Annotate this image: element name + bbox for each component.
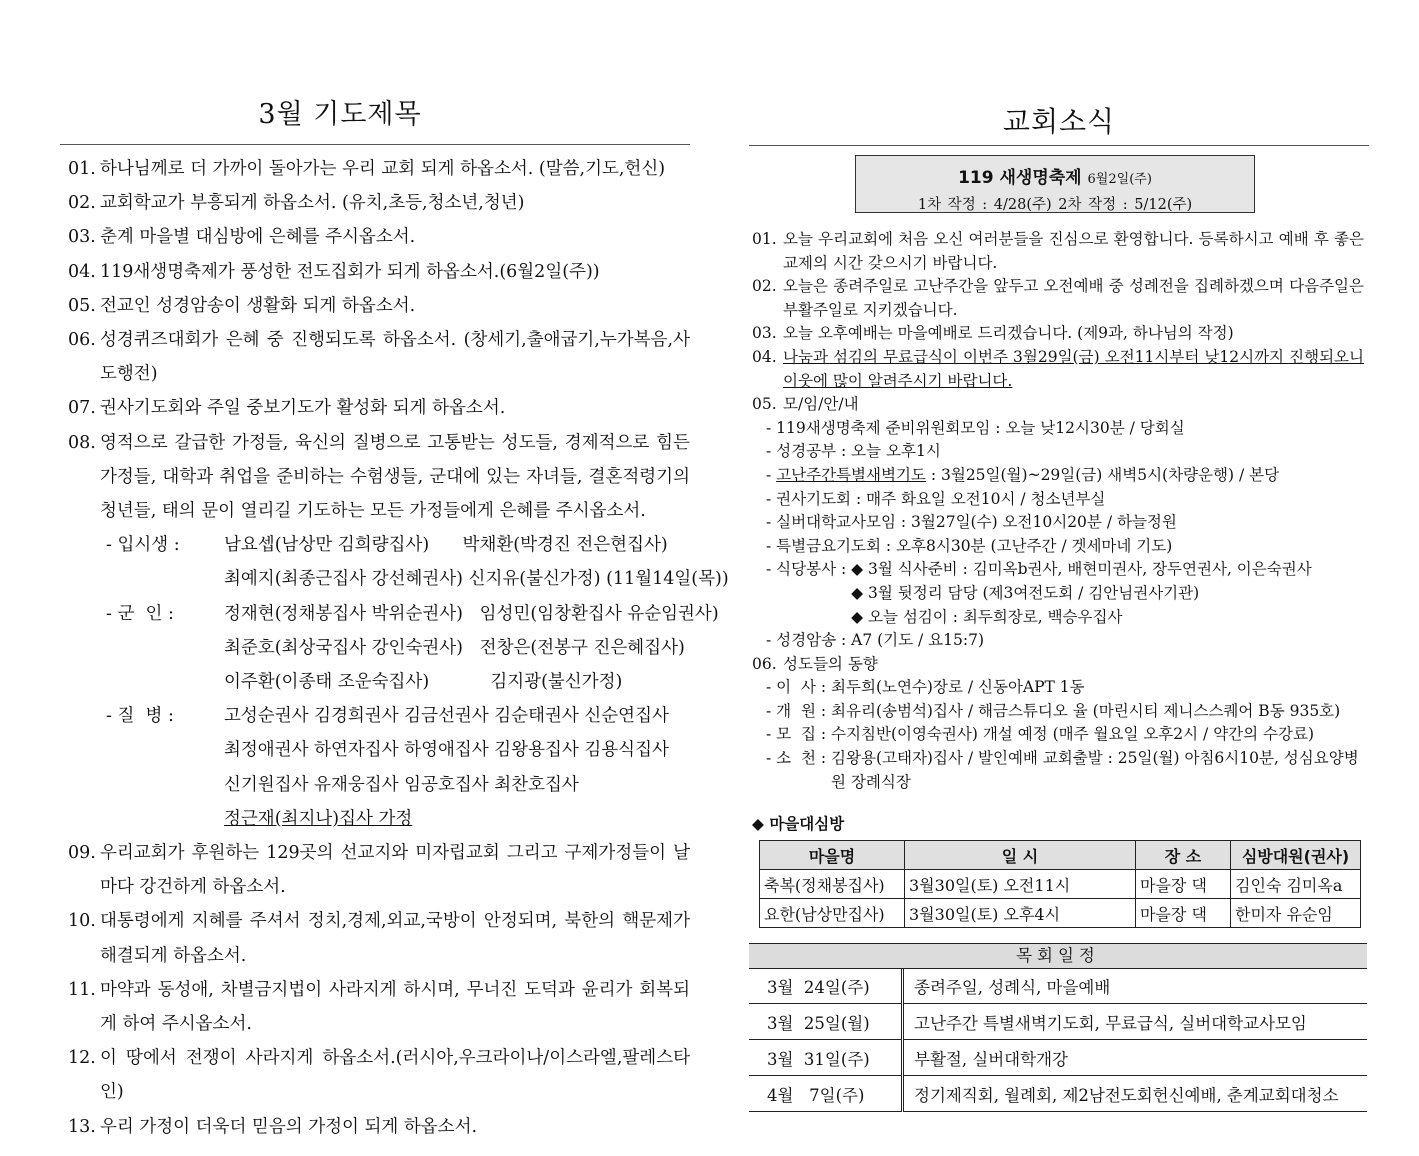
- village-visit-title: ◆ 마을대심방: [752, 815, 845, 833]
- item-number: 01.: [752, 230, 777, 248]
- schedule-event: 종려주일, 성례식, 마을예배: [903, 968, 1368, 1004]
- meeting-line: - 성경공부 : 오늘 오후1시: [766, 442, 941, 461]
- list-item: [752, 275, 1364, 322]
- list-item: [68, 391, 690, 425]
- table-row: [749, 1004, 1367, 1040]
- member-news: [752, 723, 1364, 747]
- item-text: 우리교회가 후원하는 129곳의 선교지와 미자립교회 그리고 구제가정들이 날마다 강건하게 하옵소서.: [100, 843, 690, 898]
- list-item: [68, 973, 690, 1041]
- list-item: [752, 228, 1364, 275]
- column-header: 장 소: [1136, 841, 1231, 870]
- kitchen-item: ◆ 오늘 섬김이 : 최두희장로, 백승우집사: [851, 607, 1123, 626]
- list-item: [752, 346, 1364, 393]
- item-number: 06.: [752, 654, 777, 673]
- schedule-table: [749, 968, 1367, 1112]
- news-list: [752, 228, 1364, 794]
- schedule-date: 3월 24일(주): [749, 968, 903, 1004]
- item-text: 오늘은 종려주일로 고난주간을 앞두고 오전예배 중 성례전을 집례하겠으며 다음주일은 부활주일로 지키겠습니다.: [783, 277, 1364, 319]
- kitchen-item: ◆ 3월 뒷정리 담당 (제3여전도회 / 김안님권사기관): [851, 583, 1200, 602]
- name-line: 신기원집사 유재웅집사 임공호집사 최찬호집사: [224, 774, 579, 795]
- item-number: 11.: [68, 979, 96, 1000]
- column-header: 일 시: [905, 841, 1136, 870]
- member-news: [752, 747, 1364, 794]
- member-text: 최유리(송범석)집사 / 해금스튜디오 율 (마린시티 제니스스퀘어 B동 935호): [831, 701, 1341, 720]
- list-item: [68, 426, 690, 529]
- list-item: [68, 186, 690, 220]
- table-row: [749, 1076, 1367, 1112]
- item-text: 교회학교가 부흥되게 하옵소서. (유치,초등,청소년,청년): [100, 193, 525, 214]
- item-number: 06.: [68, 330, 96, 351]
- sub-label: - 입시생 :: [106, 535, 180, 556]
- meeting-line: - 권사기도회 : 매주 화요일 오전10시 / 청소년부실: [766, 489, 1106, 508]
- item-number: 04.: [752, 347, 777, 366]
- schedule-date: 3월 31일(주): [749, 1040, 903, 1076]
- name-line: 이주환(이종태 조운숙집사) 김지광(불신가정): [224, 672, 623, 693]
- list-item: [752, 653, 1364, 677]
- sub-label: - 질 병 :: [106, 706, 174, 727]
- schedule-event: 고난주간 특별새벽기도회, 무료급식, 실버대학교사모임: [903, 1004, 1368, 1040]
- column-header: 심방대원(권사): [1231, 841, 1361, 870]
- meeting-line: - 특별금요기도회 : 오후8시30분 (고난주간 / 겟세마네 기도): [766, 536, 1173, 555]
- meeting-line: - 고난주간특별새벽기도 : 3월25일(월)~29일(금) 새벽5시(차량운행) / 본당: [766, 465, 1280, 484]
- list-item: [68, 904, 690, 972]
- member-label: - 모 집 :: [766, 725, 832, 744]
- name-line: 최준호(최상국집사 강인숙권사) 전창은(전봉구 진은혜집사): [224, 637, 685, 658]
- item-text: 권사기도회와 주일 중보기도가 활성화 되게 하옵소서.: [100, 398, 506, 419]
- table-cell: 마을장 댁: [1136, 870, 1231, 899]
- prayer-list: [68, 152, 729, 1144]
- item-text: 대통령에게 지혜를 주셔서 정치,경제,외교,국방이 안정되며, 북한의 핵문제가 해결되게 하옵소서.: [100, 911, 690, 966]
- item-text: 오늘 오후예배는 마을예배로 드리겠습니다. (제9과, 하나님의 작정): [783, 324, 1234, 343]
- member-label: - 개 원 :: [766, 701, 832, 720]
- festival-schedule: 1차 작정 : 4/28(주) 2차 작정 : 5/12(주): [917, 197, 1193, 213]
- meeting-detail: : 3월25일(월)~29일(금) 새벽5시(차량운행) / 본당: [925, 465, 1280, 484]
- item-text: 나눔과 섬김의 무료급식이 이번주 3월29일(금) 오전11시부터 낮12시까지 진행되오니 이웃에 많이 알려주시기 바랍니다.: [783, 347, 1364, 390]
- memorize-line: - 성경암송 : A7 (기도 / 요15:7): [766, 631, 985, 650]
- list-item: [68, 1110, 690, 1144]
- list-item: [68, 323, 690, 391]
- schedule-title: 목회일정: [749, 943, 1367, 969]
- schedule-event: 정기제직회, 월례회, 제2남전도회헌신예배, 춘계교회대청소: [903, 1076, 1368, 1112]
- kitchen-label: - 식당봉사 :: [766, 560, 852, 579]
- festival-name: 119 새생명축제: [958, 168, 1082, 188]
- meeting-line: - 실버대학교사모임 : 3월27일(수) 오전10시20분 / 하늘정원: [766, 513, 1177, 532]
- member-label: - 소 천 :: [766, 749, 832, 768]
- kitchen-item: ◆ 3월 식사준비 : 김미옥b권사, 배현미권사, 장두연권사, 이은숙권사: [851, 560, 1312, 579]
- exam-students: [68, 528, 729, 596]
- name-line: 남요셉(남상만 김희량집사) 박채환(박경진 전은현집사): [224, 535, 668, 556]
- item-text: 오늘 우리교회에 처음 오신 여러분들을 진심으로 환영합니다. 등록하시고 예배 후 좋은교제의 시간 갖으시기 바랍니다.: [783, 230, 1364, 272]
- item-text: 하나님께로 더 가까이 돌아가는 우리 교회 되게 하옵소서. (말씀,기도,헌신): [100, 159, 666, 179]
- table-cell: 김인숙 김미옥a: [1231, 870, 1361, 899]
- item-number: 03.: [68, 227, 96, 248]
- member-news: [752, 676, 1364, 700]
- member-label: - 이 사 :: [766, 678, 832, 697]
- table-row: [749, 1040, 1367, 1076]
- member-text: 김왕용(고태자)집사 / 발인예배 교회출발 : 25일(월) 아침6시10분, 성심요양병원 장례식장: [831, 749, 1359, 791]
- item-text: 119새생명축제가 풍성한 전도집회가 되게 하옵소서.(6월2일(주)): [100, 261, 600, 282]
- item-number: 04.: [68, 261, 96, 282]
- table-header-row: [760, 841, 1361, 870]
- item-text: 성경퀴즈대회가 은혜 중 진행되도록 하옵소서. (창세기,출애굽기,누가복음,사도행전): [100, 330, 690, 385]
- item-number: 03.: [752, 324, 777, 343]
- item-text: 성도들의 동향: [783, 654, 878, 673]
- table-cell: 3월30일(토) 오후4시: [905, 899, 1136, 928]
- list-item: [68, 152, 690, 186]
- column-header: 마을명: [760, 841, 905, 870]
- item-text: 모/임/안/내: [783, 395, 859, 414]
- list-item: [752, 393, 1364, 417]
- name-line: 최정애권사 하연자집사 하영애집사 김왕용집사 김용식집사: [224, 740, 669, 761]
- member-text: 최두희(노연수)장로 / 신동아APT 1동: [831, 678, 1085, 697]
- list-item: [68, 289, 690, 323]
- item-number: 05.: [68, 295, 96, 316]
- item-text: 전교인 성경암송이 생활화 되게 하옵소서.: [100, 295, 416, 316]
- schedule-date: 4월 7일(주): [749, 1076, 903, 1112]
- name-line: 정근재(최지나)집사 가정: [224, 808, 413, 829]
- list-item: [752, 322, 1364, 346]
- item-number: 01.: [68, 159, 96, 179]
- item-number: 02.: [68, 193, 96, 214]
- name-line: 고성순권사 김경희권사 김금선권사 김순태권사 신순연집사: [224, 706, 669, 727]
- meeting-line: - 119새생명축제 준비위원회모임 : 오늘 낮12시30분 / 당회실: [766, 418, 1185, 437]
- list-item: [68, 255, 690, 289]
- item-number: 10.: [68, 911, 96, 932]
- table-cell: 축복(정채봉집사): [760, 870, 905, 899]
- festival-date: 6월2일(주): [1087, 172, 1152, 187]
- member-text: 수지침반(이영숙권사) 개설 예정 (매주 월요일 오후2시 / 약간의 수강료): [831, 725, 1315, 744]
- item-text: 마약과 동성애, 차별금지법이 사라지게 하시며, 무너진 도덕과 윤리가 회복되게 하여 주시옵소서.: [100, 979, 690, 1035]
- item-number: 08.: [68, 432, 96, 453]
- item-number: 05.: [752, 395, 777, 414]
- sick-members: [68, 699, 690, 836]
- item-text: 우리 가정이 더욱더 믿음의 가정이 되게 하옵소서.: [100, 1116, 478, 1137]
- list-item: [68, 220, 690, 254]
- title-divider: [60, 144, 690, 145]
- table-row: [760, 899, 1361, 928]
- name-line: 최예지(최종근집사 강선혜권사) 신지유(불신가정) (11월14일(목)): [224, 569, 729, 590]
- table-row: [760, 870, 1361, 899]
- item-text: 이 땅에서 전쟁이 사라지게 하옵소서.(러시아,우크라이나/이스라엘,팔레스타인): [100, 1048, 690, 1103]
- title-divider: [749, 145, 1369, 146]
- sub-label: - 군 인 :: [106, 603, 174, 624]
- list-item: [68, 836, 690, 904]
- member-news: [752, 700, 1364, 724]
- schedule-event: 부활절, 실버대학개강: [903, 1040, 1368, 1076]
- item-text: 영적으로 갈급한 가정들, 육신의 질병으로 고통받는 성도들, 경제적으로 힘든 가정들, 대학과 취업을 준비하는 수험생들, 군대에 있는 자녀들, 결혼적령기의 청년들, 태의 문이 열리길 기도하는 모든 가정들에게 은혜를 주시옵소서.: [100, 432, 690, 522]
- soldiers: [68, 597, 719, 700]
- item-number: 07.: [68, 398, 96, 419]
- festival-box: [855, 155, 1255, 213]
- item-text: 춘계 마을별 대심방에 은혜를 주시옵소서.: [100, 227, 416, 248]
- item-number: 12.: [68, 1048, 96, 1069]
- village-visit-table: [759, 840, 1361, 928]
- item-number: 02.: [752, 277, 777, 296]
- table-cell: 3월30일(토) 오전11시: [905, 870, 1136, 899]
- list-item: [68, 1041, 690, 1109]
- name-line: 정재현(정채봉집사 박위순권사) 임성민(임창환집사 유순임권사): [224, 603, 719, 624]
- news-title: 교회소식: [1002, 105, 1116, 138]
- item-number: 09.: [68, 843, 96, 864]
- table-cell: 요한(남상만집사): [760, 899, 905, 928]
- prayer-title: 3월 기도제목: [258, 99, 422, 130]
- kitchen-service: [752, 558, 1364, 629]
- item-number: 13.: [68, 1116, 96, 1137]
- table-row: [749, 968, 1367, 1004]
- table-cell: 한미자 유순임: [1231, 899, 1361, 928]
- meeting-label: 고난주간특별새벽기도: [776, 465, 926, 484]
- table-cell: 마을장 댁: [1136, 899, 1231, 928]
- schedule-date: 3월 25일(월): [749, 1004, 903, 1040]
